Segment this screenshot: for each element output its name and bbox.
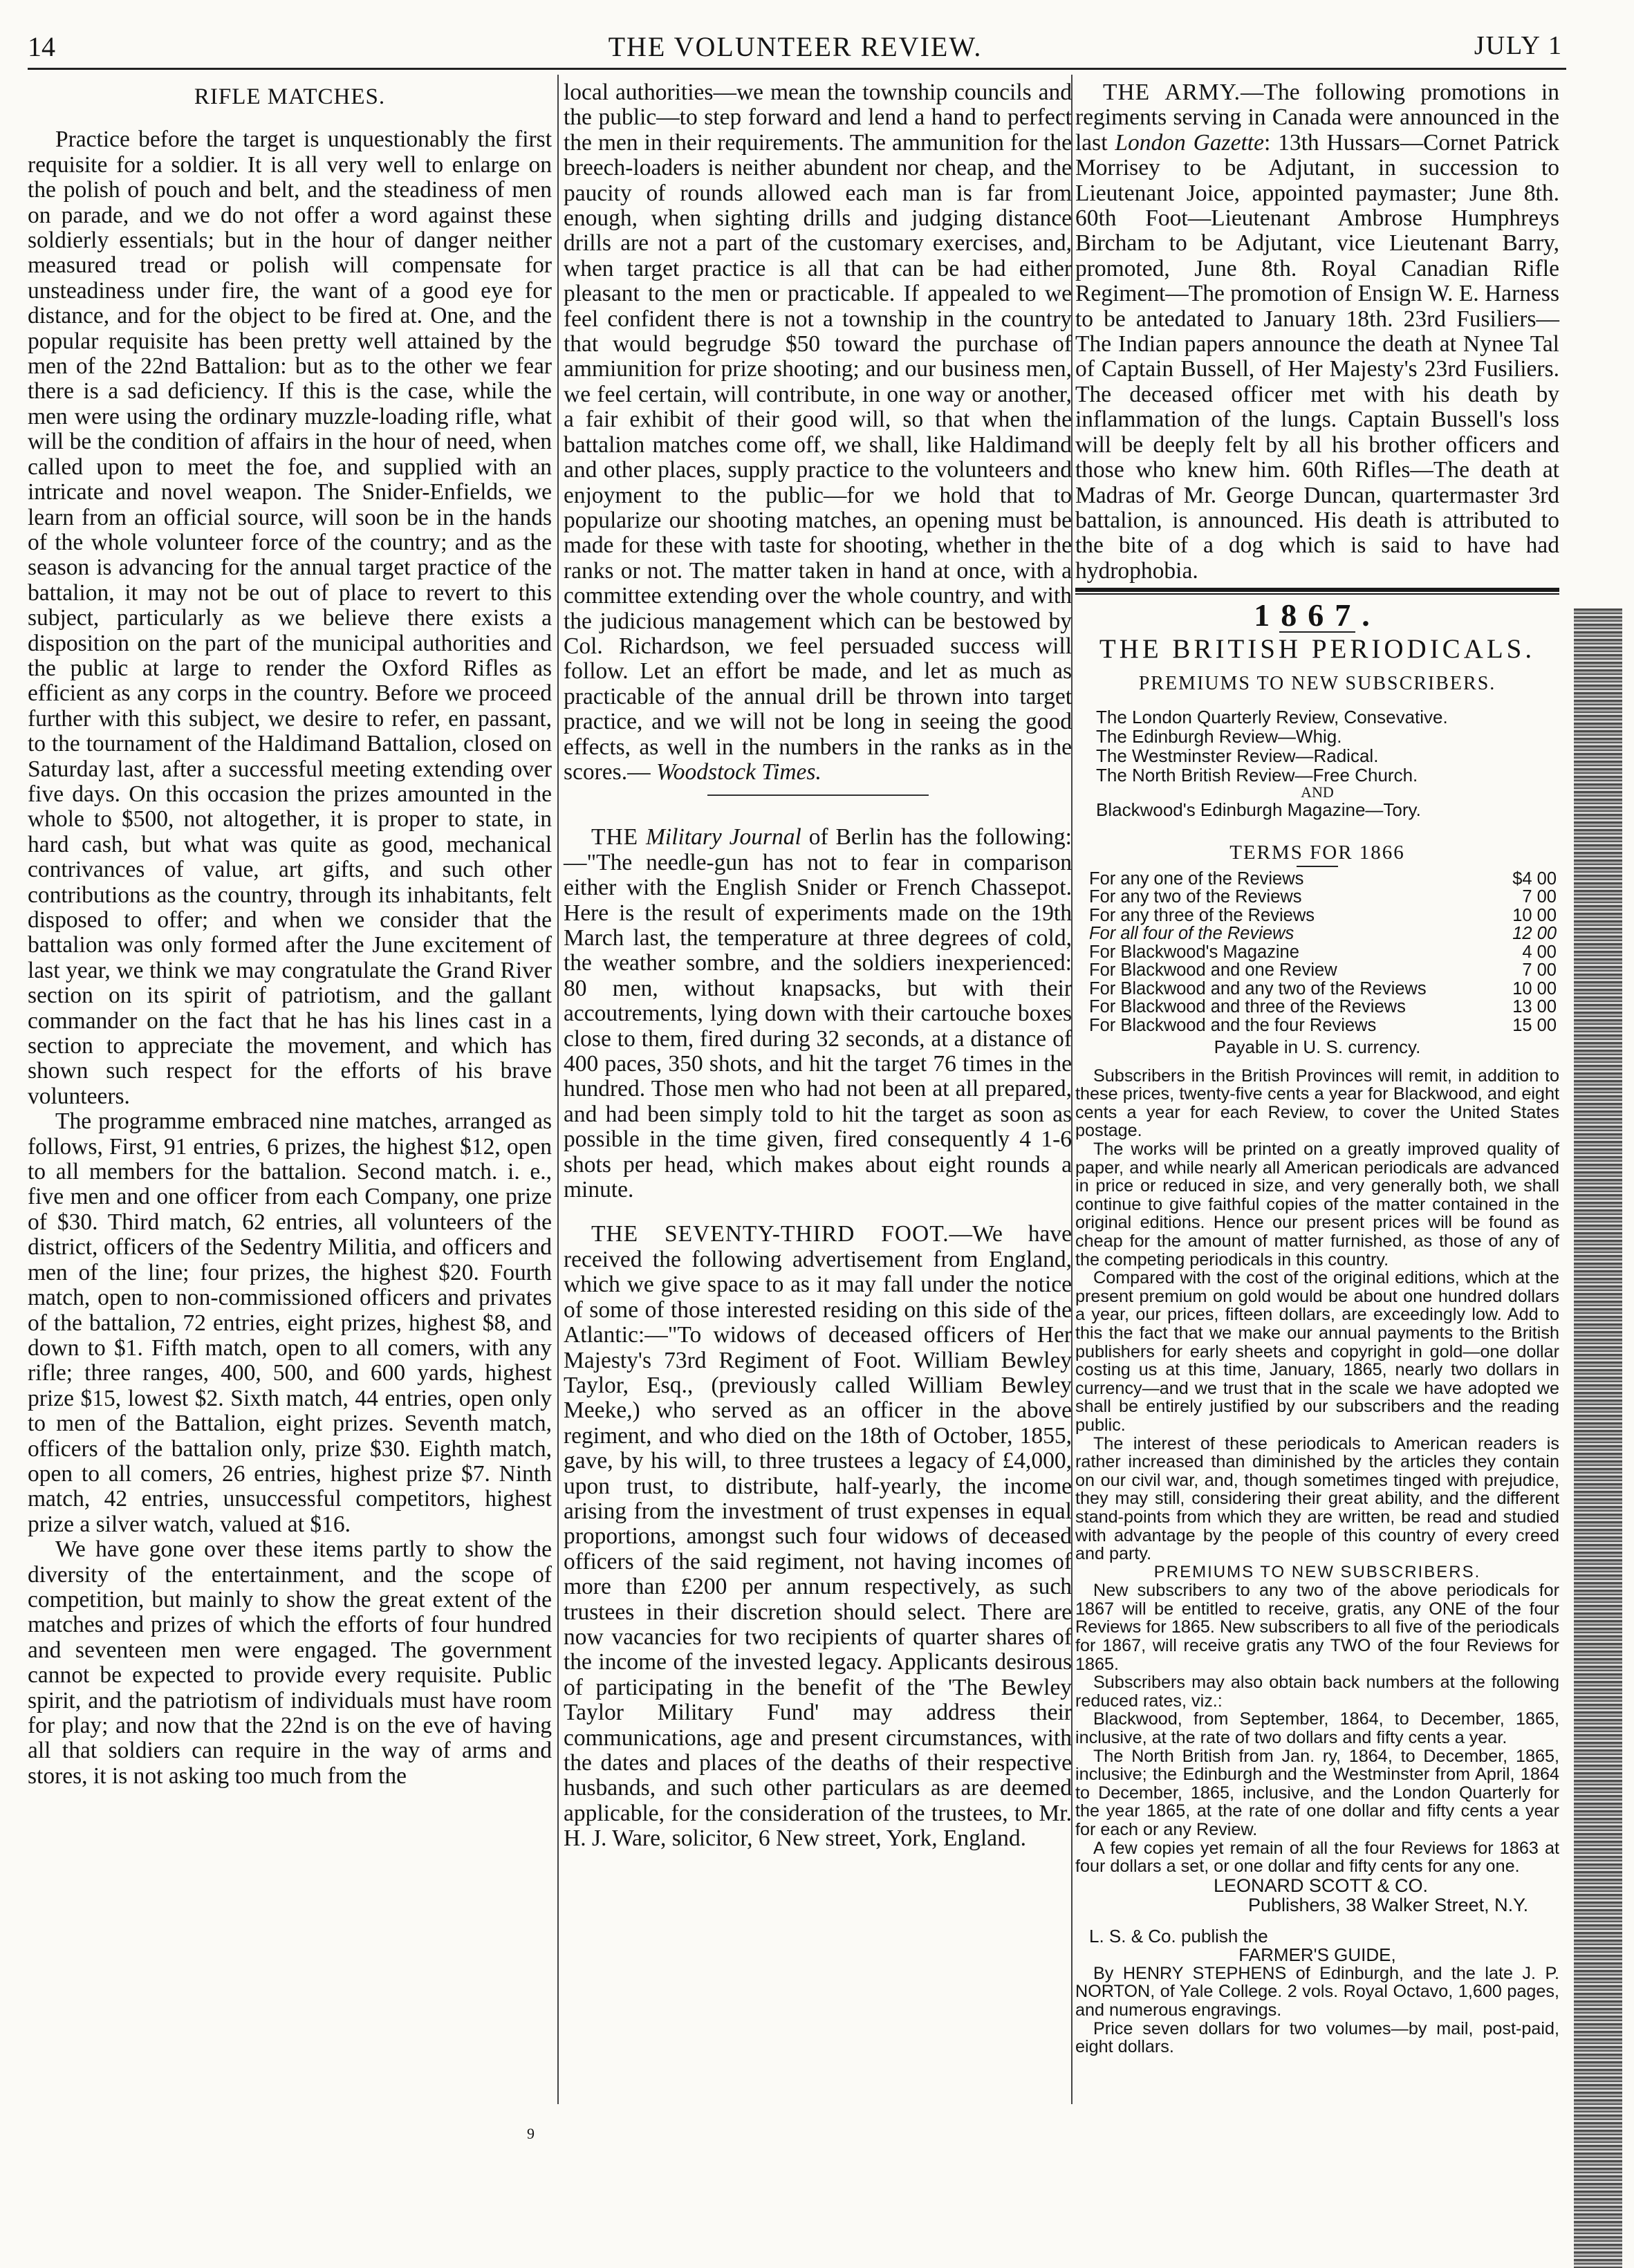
terms-item: For Blackwood and three of the Reviews [1089,997,1406,1017]
terms-item: For Blackwood and any two of the Reviews [1089,978,1427,998]
currency-note: Payable in U. S. currency. [1214,1037,1421,1058]
page-binding-edge [1574,608,1622,2268]
terms-item: For all four of the Reviews [1089,924,1294,944]
column-rule-1 [557,75,559,2104]
review-list [1096,707,1559,785]
ad-body [1075,1067,1559,1876]
article-separator [707,794,929,796]
publication-title: THE VOLUNTEER REVIEW. [608,31,983,62]
terms-price: 7 00 [1522,887,1557,907]
farmer-paragraph: By HENRY STEPHENS of Edinburgh, and the late J. P. NORTON, of Yale College. 2 vols. Royal Octavo, 1,600 pages, and numerous engravings. [1075,1963,1559,2020]
terms-row [1075,924,1559,943]
ad-paragraph: Compared with the cost of the original editions, which at the present premium on gold would be about one hundred dollars a year, our prices, fifteen dollars, are exceedingly low. Add to this the fact that we make our annual payments to the British publishers for early sheets and copyright in gold—one dollar costing us at this time, January, 1865, nearly two dollars in currency—and we trust that in the scale we have adopted we shall be entirely justified by our subscribers and the reading public. [1075,1268,1559,1435]
issue-date: JULY 1 [1474,31,1563,60]
article-lead: THE SEVENTY-THIRD FOOT. [591,1221,949,1247]
terms-row [1075,888,1559,907]
column-2 [564,80,1072,1852]
farmer-price: Price seven dollars for two volumes—by mail, post-paid, eight dollars. [1075,2018,1559,2057]
terms-item: For any three of the Reviews [1089,905,1315,925]
ad-headline: THE BRITISH PERIODICALS. [1099,633,1536,664]
ad-paragraph: Subscribers may also obtain back numbers at the following reduced rates, viz.: [1075,1673,1559,1711]
column-3 [1075,80,1559,2056]
terms-price: 13 00 [1512,997,1557,1017]
terms-row [1075,1016,1559,1035]
terms-row [1075,961,1559,980]
ad-paragraph: A few copies yet remain of all the four Reviews for 1863 at four dollars a set, or one dollar and fifty cents for any one. [1075,1838,1559,1877]
seventy-third-foot-article [564,1222,1072,1851]
terms-price: $4 00 [1512,868,1557,889]
terms-row [1075,998,1559,1016]
review-item: The Edinburgh Review—Whig. [1096,726,1342,747]
publisher-name: LEONARD SCOTT & CO. [1214,1875,1429,1896]
terms-heading: TERMS FOR 1866 [1229,842,1405,864]
farmer-lead: L. S. & Co. publish the [1089,1925,1268,1946]
article-text: : 13th Hussars—Cornet Patrick Morrisey to be Adjutant, in succession to Lieutenant Joice, appointed paymaster; June 8th. 60th Foot—Lieutenant Ambrose Humphreys Bircham to be Adjutant, vice Lieutenant Barry, promoted, June 8th. Royal Canadian Rifle Regiment—The promotion of Ensign W. E. Harness to be antedated to January 18th. 23rd Fusiliers—The Indian papers announce the death at Nynee Tal of Captain Bussell, of Her Majesty's 23rd Fusiliers. The deceased officer met with his death by inflammation of the lungs. Captain Bussell's loss will be deeply felt by all his brother officers and those who knew him. 60th Rifles—The death at Madras of Mr. George Duncan, quartermaster 3rd battalion, is announced. His death is attributed to the bite of a dog which is said to have had hydrophobia. [1075,129,1559,584]
article-text: —We have received the following advertisement from England, which we give space to as it may fall under the notice of some of those interested residing on this side of the Atlantic:—"To widows of deceased officers of Her Majesty's 73rd Regiment of Foot. William Bewley Taylor, Esq., (previously called William Bewley Meeke,) who served as an officer in the above regiment, and who died on the 18th of October, 1855, gave, by his will, to three trustees a legacy of £4,000, upon trust, to distribute, half-yearly, the income arising from the investment of trust expenses in equal proportions, amongst such four widows of deceased officers of the said regiment, not having incomes of more than £200 per annum respectively, as such trustees in their discretion should select. There are now vacancies for two recipients of quarter shares of the income of the invested legacy. Applicants desirous of participating in the benefit of the 'The Bewley Taylor Military Fund' may address their communications, age and present circumstances, with the dates and places of the deaths of their respective husbands, and such other particulars as are deemed applicable, for the consideration of the trustees, to Mr. H. J. Ware, solicitor, 6 New street, York, England. [564,1221,1072,1852]
journal-name: Military Journal [646,824,801,850]
publisher-address: Publishers, 38 Walker Street, N.Y. [1248,1894,1529,1915]
gazette-name: London Gazette [1115,129,1264,156]
article-paragraph: Practice before the target is unquestionably the first requisite for a soldier. It is all very well to enlarge on the polish of pouch and belt, and the steadiness of men on parade, and we do not offer a word against these soldierly essentials; but in the hour of danger neither measured tread or polish will compensate for unsteadiness under fire, the want of a good eye for distance, and for the object to be fired at. One, and the popular requisite has been pretty well attained by the men of the 22nd Battalion: but as to the other we fear there is a sad deficiency. If this is the case, while the men were using the ordinary muzzle-loading rifle, what will be the condition of affairs in the hour of need, when called upon to meet the foe, and supplied with an intricate and novel weapon. The Snider-Enfields, we learn from an official source, will soon be in the hands of the whole volunteer force of the country; and as the season is advancing for the annual target practice of the battalion, it may not be out of place to revert to this subject, particularly as we believe there exists a disposition on the part of the municipal authorities and the public at large to render the Oxford Rifles as efficient as any corps in the country. Before we proceed further with this subject, we desire to refer, en passant, to the tournament of the Haldimand Battalion, closed on Saturday last, after a successful meeting extending over five days. On this occasion the prizes amounted in the whole to $500, not altogether, it is proper to state, in hard cash, but what was quite as good, mechanical contrivances of value, art gifts, and such other contributions as the country, through its inhabitants, felt disposed to offer; and when we consider that the battalion was only formed after the June excitement of last year, we think we may congratulate the Grand River section on its spirit of patriotism, and the gallant commander on the fact that he has his lines cast in a section to appreciate the movement, and which has shown such respect for the efforts of his brave volunteers. [28,127,552,1109]
blackwood-item: Blackwood's Edinburgh Magazine—Tory. [1096,799,1421,821]
review-item: The Westminster Review—Radical. [1096,745,1379,767]
article-lead: THE ARMY. [1103,80,1241,105]
article-heading-rifle-matches: RIFLE MATCHES. [194,84,386,109]
ad-top-rule [1075,588,1559,592]
farmer-title: FARMER'S GUIDE, [1238,1944,1396,1965]
article-lead: THE [591,824,639,850]
column-1 [28,80,552,1789]
terms-price: 15 00 [1512,1015,1557,1035]
terms-price: 10 00 [1512,905,1557,925]
terms-price: 7 00 [1522,960,1557,980]
terms-price: 4 00 [1522,942,1557,962]
review-item: The London Quarterly Review, Consevative. [1096,707,1448,728]
ad-paragraph: Subscribers in the British Provinces will remit, in addition to these prices, twenty-five cents a year for Blackwood, and eight cents a year for each Review, to cover the United States postage. [1075,1066,1559,1141]
military-journal-article [564,825,1072,1202]
terms-table [1075,870,1559,1035]
review-item: The North British Review—Free Church. [1096,765,1418,786]
article-text: —The following promotions in regiments serving in Canada were announced in the last [1075,80,1559,156]
terms-item: For Blackwood's Magazine [1089,942,1299,962]
premiums-subheading: PREMIUMS TO NEW SUBSCRIBERS. [1153,1562,1481,1581]
article-paragraph-continued [564,80,1072,785]
farmer-body [1075,1964,1559,2056]
army-article [1075,80,1559,584]
terms-row [1075,870,1559,889]
terms-row [1075,943,1559,962]
article-text: of Berlin has the following:—"The needle-gun has not to fear in comparison either with the English Snider or French Chassepot. Here is the result of experiments made on the 19th March last, the temperature at three degrees of cold, the weather sombre, and the soldiers inexperienced: 80 men, without knapsacks, but with their accoutrements, lying down with their cartouche boxes close to them, fired during 32 seconds, at a distance of 400 paces, 350 shots, and hit the target 76 times in the hundred. Those men who had not been at all prepared, and had been simply told to hit the target as soon as possible in the time given, fired consequently 4 1-6 shots per head, which makes about eight rounds a minute. [564,824,1072,1203]
terms-row [1075,907,1559,925]
page-number: 14 [28,31,55,62]
ad-paragraph: Blackwood, from September, 1864, to December, 1865, inclusive, at the rate of two dollars and fifty cents a year. [1075,1709,1559,1748]
ad-top-rule-thin [1075,593,1559,595]
terms-price: 12 00 [1512,924,1557,944]
ad-paragraph: New subscribers to any two of the above periodicals for 1867 will be entitled to receive, gratis, any ONE of the four Reviews for 1865. New subscribers to all five of the periodicals for 1867, will receive gratis any TWO of the four Reviews for 1865. [1075,1581,1559,1674]
ad-subheadline: PREMIUMS TO NEW SUBSCRIBERS. [1138,672,1496,694]
terms-item: For any one of the Reviews [1089,868,1304,889]
ad-paragraph: The works will be printed on a greatly improved quality of paper, and while nearly all American periodicals are advanced in price or reduced in size, and very generally both, we shall continue to give faithful copies of the matter contained in the original editions. Hence our present prices will be found as cheap for the amount of matter furnished, as those of any of the competing periodicals in this country. [1075,1140,1559,1270]
continued-text: local authorities—we mean the township councils and the public—to step forward and lend a hand to perfect the men in their requirements. The ammunition for the breech-loaders is neither abundent nor cheap, and the paucity of rounds allowed each man is far from enough, when sighting drills and judging distance drills are not a part of the customary exercises, and, when target practice is all that can be had either pleasant to the men or practicable. If appealed to we feel confident there is not a township in the country that would begrudge $50 toward the purchase of ammiunition for prize shooting; and our business men, we feel certain, will contribute, in one way or another, a fair exhibit of their good will, so that when the battalion matches come off, we shall, like Haldimand and other places, supply practice to the volunteers and enjoyment to the public—for we hold that to popularize our shooting matches, an opening must be made for these with taste for shooting, whether in the ranks or not. The matter taken in hand at once, with a committee extending over the whole country, and with the judicious management which can be bestowed by Col. Richardson, we feel persuaded success will follow. Let an effort be made, and let as much as practicable of the annual drill be thrown into target practice, and we will not be long in seeing the good effects, as well in the numbers in the ranks as in the scores.— [564,80,1072,785]
ad-year: 1867. [1254,597,1381,633]
terms-item: For Blackwood and the four Reviews [1089,1015,1377,1035]
ad-paragraph: The interest of these periodicals to American readers is rather increased than diminished by the articles they contain on our civil war, and, though sometimes tinged with prejudice, they may still, considering their great ability, and the different stand-points from which they are written, be read and studied with advantage by the people of this country of every creed and party. [1075,1433,1559,1564]
article-paragraph: The programme embraced nine matches, arranged as follows, First, 91 entries, 6 prizes, the highest $12, open to all members for the battalion. Second match. i. e., five men and one officer from each Company, one prize of $30. Third match, 62 entries, all volunteers of the district, officers of the Sedentry Militia, and officers and men of the line; four prizes, the highest $20. Fourth match, open to non-commissioned officers and privates of the battalion, 72 entries, eight prizes, highest $8, and down to $1. Fifth match, open to all comers, with any rifle; three ranges, 400, 500, and 600 yards, highest prize $15, lowest $2. Sixth match, 44 entries, open only to men of the Battalion, eight prizes. Seventh match, officers of the battalion only, prize $30. Eighth match, open to all comers, 26 entries, highest prize $7. Ninth match, 42 entries, unsuccessful competitors, highest prize a silver watch, valued at $16. [28,1108,552,1537]
running-header [28,30,1563,72]
terms-item: For any two of the Reviews [1089,887,1302,907]
header-rule [28,68,1566,70]
footer-mark: 9 [527,2125,535,2142]
terms-price: 10 00 [1512,978,1557,998]
terms-row [1075,980,1559,998]
source-credit: Woodstock Times. [656,759,821,785]
article-paragraph: We have gone over these items partly to show the diversity of the entertainment, and the scope of competition, but mainly to show the great extent of the matches and prizes of which the efforts of four hundred and seventeen men were engaged. The government cannot be expected to provide every requisite. Public spirit, and the patriotism of individuals must have room for play; and now that the 22nd is on the eve of having all that soldiers can require in the way of arms and stores, it is not asking too much from the [28,1536,552,1789]
ad-paragraph: The North British from Jan. ry, 1864, to December, 1865, inclusive; the Edinburgh and the Westminster from April, 1864 to December, 1865, inclusive, and the London Quarterly for the year 1865, at the rate of one dollar and fifty cents a year for each or any Review. [1075,1746,1559,1839]
terms-rule [1297,866,1338,867]
and-label: AND [1301,783,1334,801]
terms-item: For Blackwood and one Review [1089,960,1337,980]
